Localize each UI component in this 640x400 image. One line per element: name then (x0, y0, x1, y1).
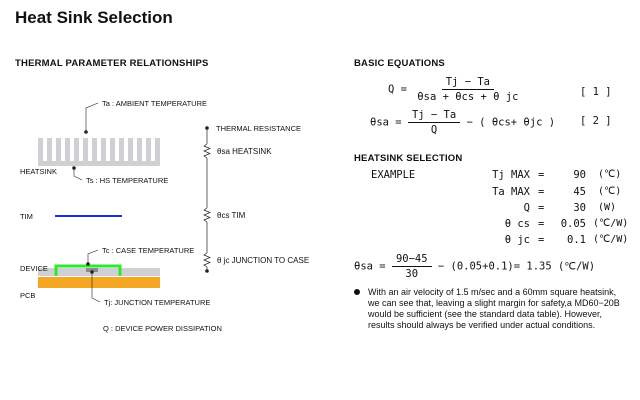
example-label: EXAMPLE (371, 169, 416, 181)
eq2-denominator: Q (430, 124, 438, 136)
eq3-denominator: 30 (405, 268, 419, 280)
device-label: DEVICE (20, 264, 48, 273)
example-eq: = (538, 202, 545, 214)
junction-temp-label: Tj: JUNCTION TEMPERATURE (104, 298, 211, 307)
heatsink-base (38, 161, 160, 166)
example-eq: = (538, 169, 545, 181)
r-jc-label: θ jc JUNCTION TO CASE (217, 256, 310, 265)
eq3-fraction (392, 253, 432, 280)
example-sym: θ jc (504, 234, 530, 246)
example-sym: θ cs (504, 218, 530, 230)
example-eq: = (538, 186, 545, 198)
heatsink-label: HEATSINK (20, 167, 57, 176)
example-value: 90 (573, 169, 586, 181)
example-value: 30 (573, 202, 586, 214)
eq2-numerator: Tj − Ta (408, 109, 460, 123)
power-dissipation-label: Q : DEVICE POWER DISSIPATION (103, 324, 222, 333)
example-sym: Ta MAX (492, 186, 530, 198)
r-cs-label: θcs TIM (217, 211, 246, 220)
pcb-label: PCB (20, 291, 36, 300)
case-temp-label: Tc : CASE TEMPERATURE (102, 246, 195, 255)
page-title: Heat Sink Selection (15, 8, 173, 27)
example-value: 0.05 (560, 218, 586, 230)
ambient-temp-label: Ta : AMBIENT TEMPERATURE (102, 99, 208, 108)
example-value: 45 (573, 186, 586, 198)
eq1-lhs: Q = (388, 83, 407, 96)
eq1-fraction (413, 76, 522, 103)
tim-label: TIM (20, 212, 33, 221)
thermal-relationships-heading: THERMAL PARAMETER RELATIONSHIPS (15, 58, 209, 69)
equation-3 (354, 253, 595, 280)
example-value: 0.1 (567, 234, 586, 246)
heatsink-selection-heading: HEATSINK SELECTION (354, 153, 463, 164)
eq3-lhs: θsa = (354, 260, 386, 273)
thermal-resistance-label: THERMAL RESISTANCE (216, 124, 302, 133)
eq2-lhs: θsa = (370, 116, 402, 129)
equation-1 (388, 76, 522, 103)
selection-note: With an air velocity of 1.5 m/sec and a 60mm square heatsink, we can see that, leaving a slight margin for safety,a MD60−20B would be sufficient (see the standard data table). However, results should always be verified under actual conditions. (368, 287, 620, 330)
note-bullet (354, 289, 360, 295)
example-eq: = (538, 218, 545, 230)
example-unit: (℃) (598, 186, 622, 197)
example-eq: = (538, 234, 545, 246)
eq2-tail: − ( θcs+ θjc ) (466, 116, 556, 129)
example-unit: (℃/W) (593, 218, 629, 229)
example-unit: (℃) (598, 169, 622, 180)
heatsink-fins (38, 138, 160, 162)
eq1-denominator: θsa + θcs + θ jc (417, 91, 519, 103)
hs-temp-label: Ts : HS TEMPERATURE (86, 176, 169, 185)
equation-2 (370, 109, 555, 136)
eq3-tail: − (0.05+0.1)= 1.35 (℃/W) (437, 260, 596, 273)
example-unit: (W) (598, 202, 617, 213)
resistance-chain (204, 128, 210, 271)
eq1-numerator: Tj − Ta (442, 76, 494, 90)
eq2-tag: [ 2 ] (580, 115, 612, 127)
eq3-numerator: 90−45 (392, 253, 432, 267)
eq1-tag: [ 1 ] (580, 86, 612, 98)
example-unit: (℃/W) (593, 234, 629, 245)
example-sym: Q (523, 202, 530, 214)
pcb-bar (38, 277, 160, 288)
basic-equations-heading: BASIC EQUATIONS (354, 58, 445, 69)
example-sym: Tj MAX (492, 169, 530, 181)
r-sa-label: θsa HEATSINK (217, 147, 272, 156)
eq2-fraction (408, 109, 460, 136)
